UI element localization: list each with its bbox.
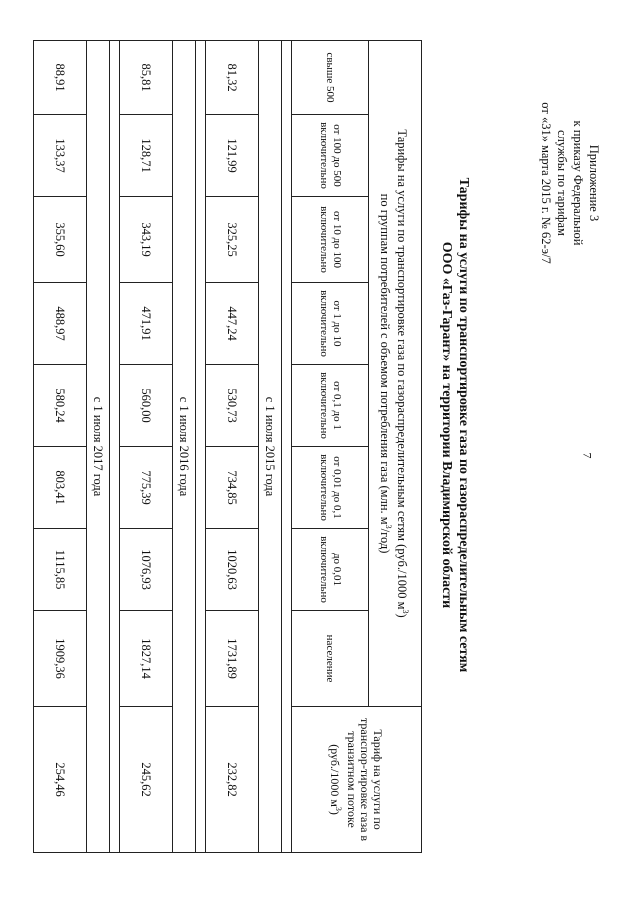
- column-header: от 0,01 до 0,1 включительно: [292, 447, 369, 529]
- table-cell: 775,39: [120, 447, 173, 529]
- period-label: с 1 июля 2016 года: [173, 41, 196, 853]
- table-cell: 530,73: [206, 365, 259, 447]
- transit-header-text: Тариф на услуги по транспор-тировке газа в транзитном потоке (руб./1000 м: [328, 718, 386, 842]
- table-cell: 1731,89: [206, 611, 259, 707]
- column-header: население: [292, 611, 369, 707]
- transit-header-sup: 3: [334, 806, 344, 811]
- table-row: [34, 41, 87, 853]
- row-gap: [196, 41, 206, 853]
- tariff-table: [33, 40, 422, 853]
- column-header: до 0,01 включительно: [292, 529, 369, 611]
- table-cell: 1909,36: [34, 611, 87, 707]
- group-header-sup-2: 3: [384, 524, 393, 529]
- table-cell: 128,71: [120, 115, 173, 197]
- group-header-line-1: Тарифы на услуги по транспортировке газа по газораспределительным сетям (руб./1000 м: [395, 129, 409, 610]
- appendix-line-3: службы по тарифам: [555, 130, 569, 236]
- table-cell: 471,91: [120, 283, 173, 365]
- table-cell: 803,41: [34, 447, 87, 529]
- column-header: от 0,1 до 1 включительно: [292, 365, 369, 447]
- title-line-2: ООО «Газ-Гарант» на территории Владимирской области: [439, 241, 454, 609]
- table-cell: 85,81: [120, 41, 173, 115]
- table-cell: 81,32: [206, 41, 259, 115]
- column-header: от 10 до 100 включительно: [292, 197, 369, 283]
- table-cell: 254,46: [34, 707, 87, 853]
- group-header: [369, 41, 422, 707]
- table-cell: 488,97: [34, 283, 87, 365]
- table-cell: 121,99: [206, 115, 259, 197]
- appendix-note: [538, 83, 602, 283]
- table-row: [206, 41, 259, 853]
- table-row: [120, 41, 173, 853]
- transit-header-end: ): [328, 810, 343, 815]
- transit-tariff-header: [292, 707, 422, 853]
- period-label: с 1 июля 2017 года: [87, 41, 110, 853]
- group-header-line-2: по группам потребителей с объемом потребления газа (млн. м: [377, 193, 392, 525]
- title-line-1: Тарифы на услуги по транспортировке газа по газораспределительным сетям: [456, 177, 471, 673]
- column-header: от 1 до 10 включительно: [292, 283, 369, 365]
- table-cell: 580,24: [34, 365, 87, 447]
- table-cell: 232,82: [206, 707, 259, 853]
- group-header-line-2-end: /год): [377, 528, 392, 554]
- row-gap: [110, 41, 120, 853]
- document-title: [438, 40, 472, 810]
- appendix-line-1: Приложение 3: [587, 144, 601, 222]
- table-cell: 325,25: [206, 197, 259, 283]
- table-cell: 734,85: [206, 447, 259, 529]
- table-cell: 1020,63: [206, 529, 259, 611]
- group-header-line-1-end: ): [395, 613, 409, 618]
- table-cell: 1827,14: [120, 611, 173, 707]
- table-cell: 1076,93: [120, 529, 173, 611]
- table-cell: 88,91: [34, 41, 87, 115]
- appendix-line-2: к приказу Федеральной: [571, 120, 585, 246]
- table-cell: 343,19: [120, 197, 173, 283]
- table-cell: 133,37: [34, 115, 87, 197]
- table-cell: 1115,85: [34, 529, 87, 611]
- group-header-sup-1: 3: [401, 609, 411, 614]
- table-cell: 447,24: [206, 283, 259, 365]
- period-label: с 1 июля 2015 года: [259, 41, 282, 853]
- table-cell: 560,00: [120, 365, 173, 447]
- table-cell: 355,60: [34, 197, 87, 283]
- column-header: от 100 до 500 включительно: [292, 115, 369, 197]
- appendix-line-4: от «31» марта 2015 г. № 62-э/7: [539, 102, 553, 264]
- table-cell: 245,62: [120, 707, 173, 853]
- row-gap: [282, 41, 292, 853]
- page-number: 7: [580, 452, 595, 459]
- column-header: свыше 500: [292, 41, 369, 115]
